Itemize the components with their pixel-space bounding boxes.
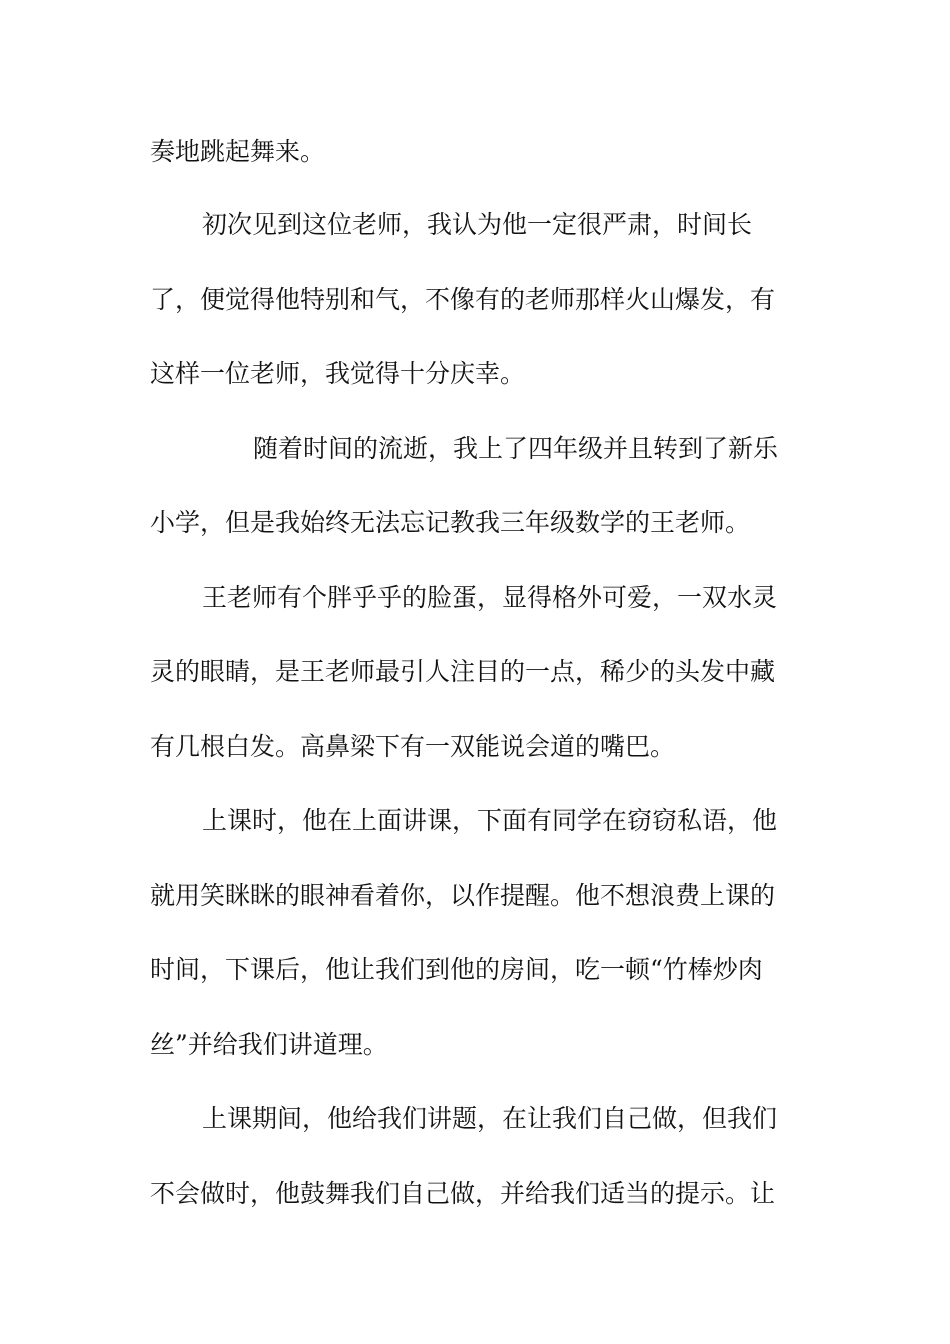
paragraph-first-line: 初次见到这位老师，我认为他一定很严肃，时间长: [202, 210, 753, 239]
text-line: 不会做时，他鼓舞我们自己做，并给我们适当的提示。让: [150, 1179, 776, 1208]
text-line: 有几根白发。高鼻梁下有一双能说会道的嘴巴。: [150, 732, 676, 761]
text-line: 就用笑眯眯的眼神看着你，以作提醒。他不想浪费上课的: [150, 881, 776, 910]
paragraph-first-line: 王老师有个胖乎乎的脸蛋，显得格外可爱，一双水灵: [202, 583, 778, 612]
text-line: 了，便觉得他特别和气，不像有的老师那样火山爆发，有: [150, 285, 776, 314]
text-line: 丝”并给我们讲道理。: [150, 1030, 388, 1059]
paragraph-first-line: 上课时，他在上面讲课，下面有同学在窃窃私语，他: [202, 806, 778, 835]
text-line: 灵的眼睛，是王老师最引人注目的一点，稀少的头发中藏: [150, 657, 776, 686]
text-line: 奏地跳起舞来。: [150, 137, 326, 166]
text-line: 时间，下课后，他让我们到他的房间，吃一顿“竹棒炒肉: [150, 955, 763, 984]
text-line: 小学，但是我始终无法忘记教我三年级数学的王老师。: [150, 508, 751, 537]
paragraph-first-line: 上课期间，他给我们讲题，在让我们自己做，但我们: [202, 1104, 778, 1133]
text-line: 这样一位老师，我觉得十分庆幸。: [150, 359, 526, 388]
paragraph-first-line: 随着时间的流逝，我上了四年级并且转到了新乐: [253, 434, 779, 463]
